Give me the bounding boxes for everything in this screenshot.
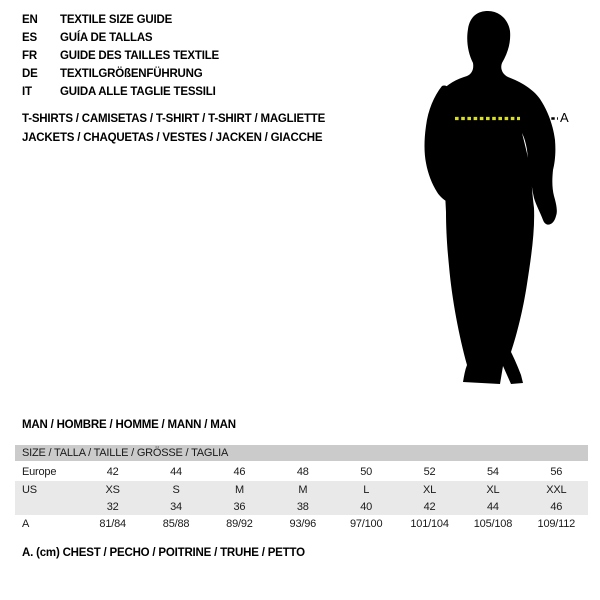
- language-code: FR: [22, 50, 37, 62]
- table-cell: 46: [550, 500, 563, 513]
- table-cell: XXL: [546, 483, 567, 496]
- table-cell: 44: [487, 500, 499, 513]
- table-row-europe: [15, 461, 588, 481]
- table-cell: 36: [233, 500, 246, 513]
- table-cell: 81/84: [99, 517, 126, 530]
- language-title: GUÍA DE TALLAS: [60, 32, 153, 44]
- table-cell: 85/88: [162, 517, 190, 530]
- garment-categories: [22, 110, 325, 148]
- table-cell: M: [298, 483, 308, 496]
- man-silhouette: [441, 11, 557, 384]
- language-code: ES: [22, 32, 37, 44]
- language-row: [22, 47, 219, 65]
- table-cell: 48: [296, 465, 309, 478]
- table-cell: 34: [170, 500, 182, 513]
- table-cell: 101/104: [410, 517, 449, 530]
- section-heading-man: MAN / HOMBRE / HOMME / MANN / MAN: [22, 419, 236, 431]
- language-row: [22, 83, 219, 101]
- table-row-us-letters: [15, 481, 588, 498]
- language-title: TEXTILGRÖßENFÜHRUNG: [60, 68, 203, 80]
- table-cell: XS: [105, 483, 120, 496]
- table-cell: 32: [106, 500, 119, 513]
- row-label: A: [22, 517, 30, 530]
- measure-label-a: A: [560, 110, 569, 125]
- language-row: [22, 29, 219, 47]
- table-cell: 40: [360, 500, 373, 513]
- chest-footnote: A. (cm) CHEST / PECHO / POITRINE / TRUHE / PETTO: [22, 547, 305, 559]
- table-cell: 105/108: [473, 517, 513, 530]
- table-cell: 50: [360, 465, 373, 478]
- table-cell: 56: [550, 465, 563, 478]
- table-row-chest-a: [15, 515, 588, 532]
- table-cell: 44: [170, 465, 182, 478]
- table-cell: 89/92: [226, 517, 253, 530]
- language-code: IT: [22, 86, 32, 98]
- table-cell: 42: [106, 465, 119, 478]
- category-line-tshirts: T-SHIRTS / CAMISETAS / T-SHIRT / T-SHIRT / MAGLIETTE: [22, 113, 326, 125]
- man-silhouette-figure: [398, 2, 600, 400]
- language-code: DE: [22, 68, 38, 80]
- table-cell: S: [172, 483, 180, 496]
- language-code: EN: [22, 14, 38, 26]
- table-cell: XL: [423, 483, 437, 496]
- language-title: TEXTILE SIZE GUIDE: [60, 14, 173, 26]
- row-label: Europe: [22, 465, 57, 478]
- table-cell: 52: [423, 465, 436, 478]
- table-cell: 38: [296, 500, 309, 513]
- table-cell: 109/112: [537, 517, 576, 530]
- table-cell: 93/96: [289, 517, 317, 530]
- language-title: GUIDE DES TAILLES TEXTILE: [60, 50, 219, 62]
- language-title: GUIDA ALLE TAGLIE TESSILI: [60, 86, 216, 98]
- table-cell: L: [363, 483, 370, 496]
- table-cell: 97/100: [349, 517, 383, 530]
- language-row: [22, 11, 219, 29]
- table-cell: XL: [486, 483, 500, 496]
- size-table-header: SIZE / TALLA / TAILLE / GRÖSSE / TAGLIA: [15, 445, 588, 461]
- table-row-us-numbers: [15, 498, 588, 515]
- table-cell: 54: [487, 465, 499, 478]
- size-table: [15, 445, 588, 532]
- language-row: [22, 65, 219, 83]
- row-label: US: [22, 483, 37, 496]
- language-guide-list: [22, 11, 219, 101]
- table-cell: 42: [423, 500, 436, 513]
- table-cell: M: [234, 483, 244, 496]
- category-line-jackets: JACKETS / CHAQUETAS / VESTES / JACKEN / GIACCHE: [22, 132, 323, 144]
- table-cell: 46: [233, 465, 246, 478]
